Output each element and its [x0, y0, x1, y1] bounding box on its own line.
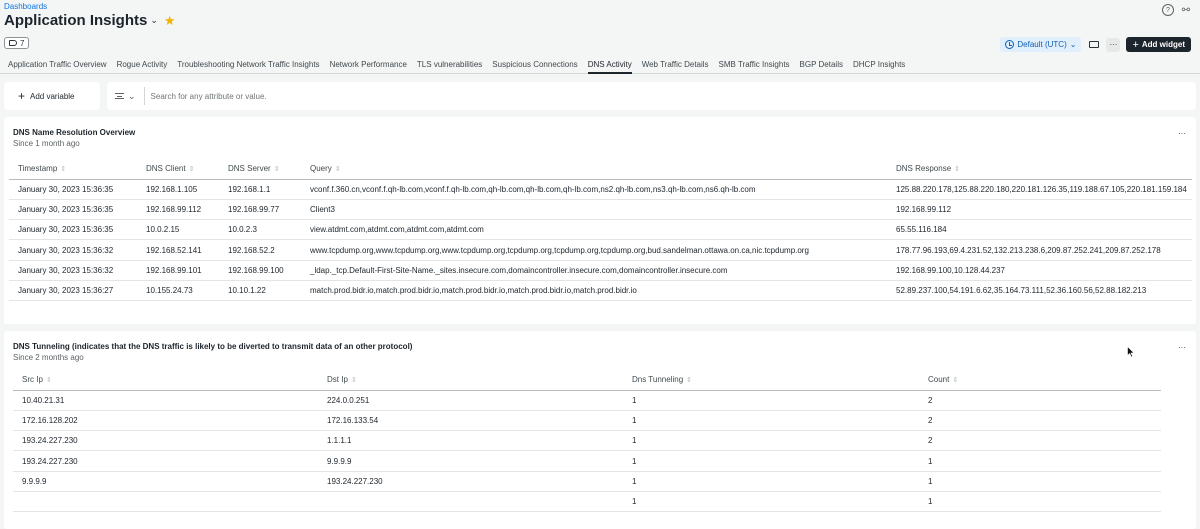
table-cell: vconf.f.360.cn,vconf.f.qh-lb.com,vconf.f.qh-lb.com,qh-lb.com,qh-lb.com,qh-lb.com,ns2.qh-lb.com,ns3.qh-lb.com,ns6.qh-lb.com [301, 179, 887, 199]
column-header-label: Src Ip [22, 375, 43, 385]
table-row[interactable] [13, 431, 1161, 451]
add-widget-button[interactable] [1126, 37, 1191, 52]
plus-icon: + [1132, 38, 1139, 51]
filter-bar [4, 82, 1196, 110]
search-placeholder: Search for any attribute or value. [150, 91, 267, 101]
table-cell: 9.9.9.9 [13, 471, 318, 491]
table-cell: 172.16.133.54 [318, 410, 623, 430]
table-cell: 10.155.24.73 [137, 280, 219, 300]
column-header[interactable] [919, 370, 1161, 390]
column-header[interactable] [318, 370, 623, 390]
sort-icon[interactable]: ⇕ [60, 166, 67, 174]
add-widget-label: Add widget [1141, 40, 1185, 49]
table-cell: 178.77.96.193,69.4.231.52,132.213.238.6,209.87.252.241,209.87.252.178 [887, 240, 1192, 260]
table-row[interactable] [9, 179, 1192, 199]
timezone-label: Default (UTC) [1017, 40, 1067, 49]
table-cell: 192.168.52.2 [219, 240, 301, 260]
timezone-picker[interactable] [1000, 37, 1081, 52]
sort-icon[interactable]: ⇕ [350, 377, 357, 385]
table-cell: 192.168.99.100,10.128.44.237 [887, 260, 1192, 280]
table-row[interactable] [13, 451, 1161, 471]
tag-count: 7 [20, 38, 25, 48]
widget-more-button[interactable]: ··· [1178, 343, 1186, 352]
table-cell: 125.88.220.178,125.88.220.180,220.181.126.35,119.188.67.105,220.181.159.184 [887, 179, 1192, 199]
table-cell: 193.24.227.230 [318, 471, 623, 491]
tab-tls-vulnerabilities[interactable]: TLS vulnerabilities [416, 60, 483, 69]
filter-icon [115, 93, 124, 99]
table-cell: 1 [919, 471, 1161, 491]
tab-network-performance[interactable]: Network Performance [329, 60, 407, 69]
sort-icon[interactable]: ⇕ [686, 377, 693, 385]
widget-title: DNS Name Resolution Overview [13, 128, 136, 137]
tag-icon [9, 40, 17, 46]
widget-subtitle: Since 1 month ago [13, 139, 80, 148]
tab-bgp-details[interactable]: BGP Details [799, 60, 843, 69]
column-header[interactable] [137, 159, 219, 179]
tab-application-traffic-overview[interactable]: Application Traffic Overview [8, 60, 107, 69]
table-row[interactable] [9, 220, 1192, 240]
table-row[interactable] [13, 491, 1161, 511]
page-title[interactable]: Application Insights [4, 12, 148, 29]
table-cell: January 30, 2023 15:36:35 [9, 179, 137, 199]
widget-subtitle: Since 2 months ago [13, 353, 84, 362]
link-icon[interactable]: ⚯ [1181, 4, 1191, 16]
filter-type-dropdown[interactable] [107, 87, 145, 105]
table-cell: 192.168.99.112 [887, 199, 1192, 219]
table-cell: 10.0.2.3 [219, 220, 301, 240]
dashboard-header [0, 0, 1200, 76]
table-cell: January 30, 2023 15:36:35 [9, 199, 137, 219]
table-cell: 192.168.1.1 [219, 179, 301, 199]
tab-troubleshooting-network-traffic-insights[interactable]: Troubleshooting Network Traffic Insights [177, 60, 320, 69]
dashboard-tabs [0, 56, 1200, 74]
clock-icon [1005, 40, 1014, 49]
column-header[interactable] [9, 159, 137, 179]
chevron-down-icon[interactable]: ⌄ [150, 15, 158, 25]
column-header[interactable] [887, 159, 1192, 179]
tab-suspicious-connections[interactable]: Suspicious Connections [492, 60, 578, 69]
dashboard-toolbar [1000, 37, 1191, 52]
tab-dhcp-insights[interactable]: DHCP Insights [852, 60, 906, 69]
column-header-label: Dst Ip [327, 375, 348, 385]
column-header-label: DNS Client [146, 164, 186, 174]
table-cell [318, 491, 623, 511]
tv-mode-icon[interactable] [1087, 38, 1100, 51]
scroll-fade [4, 310, 1196, 324]
chevron-down-icon: ⌄ [1069, 40, 1077, 49]
top-icons [1162, 4, 1192, 16]
sort-icon[interactable]: ⇕ [954, 166, 961, 174]
table-row[interactable] [9, 199, 1192, 219]
table-cell: 193.24.227.230 [13, 431, 318, 451]
tab-dns-activity[interactable]: DNS Activity [588, 56, 632, 74]
table-cell: 224.0.0.251 [318, 390, 623, 410]
table-cell: 192.168.52.141 [137, 240, 219, 260]
tab-rogue-activity[interactable]: Rogue Activity [116, 60, 168, 69]
sort-icon[interactable]: ⇕ [45, 377, 52, 385]
tags-button[interactable] [4, 37, 29, 49]
search-input[interactable] [107, 82, 1196, 110]
breadcrumb-dashboards[interactable]: Dashboards [4, 2, 48, 11]
table-cell: 65.55.116.184 [887, 220, 1192, 240]
table-cell: 52.89.237.100,54.191.6.62,35.164.73.111,52.36.160.56,52.88.182.213 [887, 280, 1192, 300]
table-row[interactable] [13, 410, 1161, 430]
widget-title: DNS Tunneling (indicates that the DNS traffic is likely to be diverted to transmit data of an other protocol) [13, 342, 413, 351]
table-cell [13, 491, 318, 511]
table-cell: 1 [623, 471, 919, 491]
table-cell: 192.168.99.101 [137, 260, 219, 280]
table-cell: 9.9.9.9 [318, 451, 623, 471]
table-cell: 172.16.128.202 [13, 410, 318, 430]
sort-icon[interactable]: ⇕ [334, 166, 341, 174]
table-cell: www.tcpdump.org,www.tcpdump.org,www.tcpdump.org,tcpdump.org,tcpdump.org,tcpdump.org,bud.sandelman.ottawa.on.ca,nic.tcpdump.org [301, 240, 887, 260]
table-cell: 2 [919, 390, 1161, 410]
table-cell: _ldap._tcp.Default-First-Site-Name._sites.insecure.com,domaincontroller.insecure.com,domaincontroller.insecure.com [301, 260, 887, 280]
column-header-label: DNS Server [228, 164, 271, 174]
table-cell: 2 [919, 410, 1161, 430]
table-cell: 192.168.99.112 [137, 199, 219, 219]
table-cell: January 30, 2023 15:36:32 [9, 260, 137, 280]
tab-smb-traffic-insights[interactable]: SMB Traffic Insights [718, 60, 790, 69]
dns-tunneling-table [13, 370, 1161, 512]
table-cell: 10.0.2.15 [137, 220, 219, 240]
chevron-down-icon: ⌄ [128, 90, 136, 101]
table-cell: view.atdmt.com,atdmt.com,atdmt.com,atdmt.com [301, 220, 887, 240]
table-cell: 1 [623, 491, 919, 511]
table-cell: 2 [919, 431, 1161, 451]
help-icon[interactable]: ? [1162, 4, 1174, 16]
favorite-star-icon[interactable]: ★ [163, 12, 176, 28]
sort-icon[interactable]: ⇕ [188, 166, 195, 174]
table-cell: 1 [623, 451, 919, 471]
table-cell: 1 [623, 410, 919, 430]
table-cell: 192.168.1.105 [137, 179, 219, 199]
table-cell: January 30, 2023 15:36:32 [9, 240, 137, 260]
table-cell: 1 [919, 451, 1161, 471]
mouse-cursor-icon [1127, 346, 1135, 358]
table-cell: 1 [623, 390, 919, 410]
widget-more-button[interactable]: ··· [1178, 129, 1186, 138]
add-variable-label: Add variable [30, 91, 75, 101]
column-header-label: Count [928, 375, 950, 385]
more-options-button[interactable]: ··· [1106, 38, 1120, 52]
table-cell: match.prod.bidr.io,match.prod.bidr.io,match.prod.bidr.io,match.prod.bidr.io,match.prod.bidr.io [301, 280, 887, 300]
table-cell: 1 [919, 491, 1161, 511]
table-row[interactable] [9, 240, 1192, 260]
table-cell: Client3 [301, 199, 887, 219]
column-header[interactable] [13, 370, 318, 390]
dns-tunneling-widget [4, 331, 1196, 529]
table-row[interactable] [13, 471, 1161, 491]
table-cell: 10.40.21.31 [13, 390, 318, 410]
column-header-label: DNS Response [896, 164, 952, 174]
table-row[interactable] [9, 280, 1192, 300]
table-cell: 193.24.227.230 [13, 451, 318, 471]
column-header-label: Timestamp [18, 164, 58, 174]
column-header-label: Query [310, 164, 332, 174]
dns-resolution-widget [4, 117, 1196, 324]
tab-web-traffic-details[interactable]: Web Traffic Details [641, 60, 709, 69]
table-row[interactable] [13, 390, 1161, 410]
column-header[interactable] [301, 159, 887, 179]
table-cell: 1 [623, 431, 919, 451]
column-header[interactable] [219, 159, 301, 179]
table-cell: 192.168.99.77 [219, 199, 301, 219]
sort-icon[interactable]: ⇕ [952, 377, 959, 385]
table-cell: January 30, 2023 15:36:35 [9, 220, 137, 240]
sort-icon[interactable]: ⇕ [273, 166, 280, 174]
table-cell: 192.168.99.100 [219, 260, 301, 280]
table-row[interactable] [9, 260, 1192, 280]
dns-resolution-table [9, 159, 1192, 301]
column-header-label: Dns Tunneling [632, 375, 684, 385]
column-header[interactable] [623, 370, 919, 390]
title-row [4, 12, 176, 29]
table-cell: January 30, 2023 15:36:27 [9, 280, 137, 300]
table-cell: 1.1.1.1 [318, 431, 623, 451]
plus-icon: + [18, 89, 26, 103]
add-variable-button[interactable] [4, 82, 100, 110]
table-cell: 10.10.1.22 [219, 280, 301, 300]
